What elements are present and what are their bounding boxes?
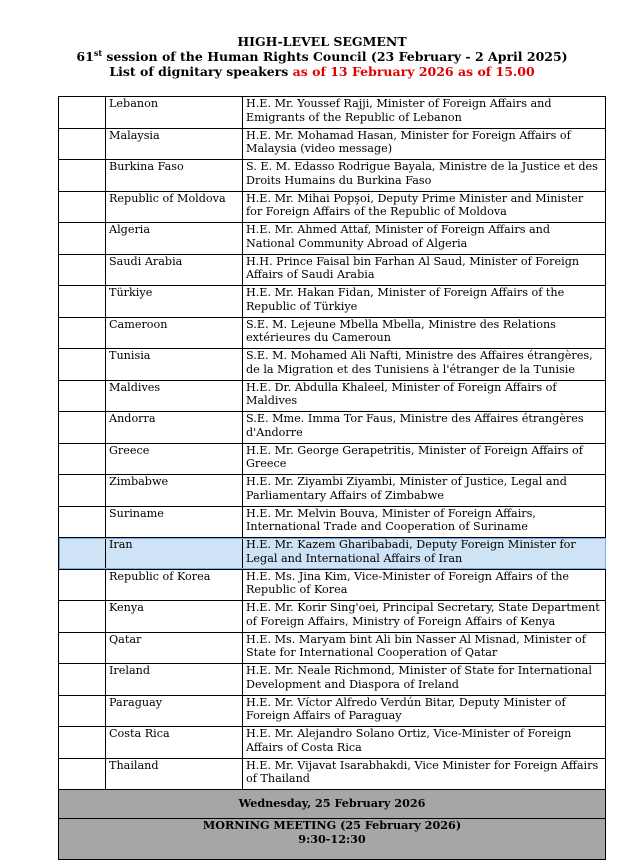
document-header <box>0 34 644 79</box>
country-cell: Lebanon <box>106 97 243 129</box>
session-dates: session of the Human Rights Council (23 February - 2 April 2025) <box>102 49 568 64</box>
country-cell: Türkiye <box>106 286 243 318</box>
order-cell <box>59 254 106 286</box>
speaker-cell: H.E. Mr. Neale Richmond, Minister of State for International Development and Diaspora of Ireland <box>243 664 606 696</box>
table-row <box>59 475 606 507</box>
order-cell <box>59 443 106 475</box>
table-row <box>59 695 606 727</box>
country-cell: Kenya <box>106 601 243 633</box>
order-cell <box>59 412 106 444</box>
table-row <box>59 632 606 664</box>
order-cell <box>59 380 106 412</box>
country-cell: Thailand <box>106 758 243 790</box>
day-header-row <box>59 790 606 819</box>
session-number: 61 <box>76 49 94 64</box>
order-cell <box>59 664 106 696</box>
order-cell <box>59 97 106 129</box>
session-title <box>0 49 644 64</box>
meeting-header <box>59 819 606 860</box>
table-row <box>59 349 606 381</box>
table-row <box>59 128 606 160</box>
speakers-table-body <box>59 97 606 790</box>
speakers-table <box>58 96 606 860</box>
list-date-stamp: as of 13 February 2026 as of 15.00 <box>292 64 535 79</box>
country-cell: Republic of Korea <box>106 569 243 601</box>
table-row <box>59 317 606 349</box>
order-cell <box>59 632 106 664</box>
speaker-cell: H.E. Mr. Víctor Alfredo Verdún Bitar, Deputy Minister of Foreign Affairs of Paraguay <box>243 695 606 727</box>
country-cell: Ireland <box>106 664 243 696</box>
meeting-header-row <box>59 819 606 860</box>
country-cell: Paraguay <box>106 695 243 727</box>
country-cell: Saudi Arabia <box>106 254 243 286</box>
speaker-cell: H.E. Mr. Ahmed Attaf, Minister of Foreign Affairs and National Community Abroad of Algeria <box>243 223 606 255</box>
table-row <box>59 191 606 223</box>
segment-title: HIGH-LEVEL SEGMENT <box>237 34 407 49</box>
table-row <box>59 727 606 759</box>
speaker-cell: H.E. Mr. Alejandro Solano Ortiz, Vice-Minister of Foreign Affairs of Costa Rica <box>243 727 606 759</box>
order-cell <box>59 223 106 255</box>
meeting-title: MORNING MEETING (25 February 2026) <box>202 818 462 832</box>
country-cell: Qatar <box>106 632 243 664</box>
table-row-highlighted <box>59 538 606 570</box>
table-row <box>59 664 606 696</box>
country-cell: Republic of Moldova <box>106 191 243 223</box>
order-cell <box>59 538 106 570</box>
order-cell <box>59 349 106 381</box>
country-cell: Costa Rica <box>106 727 243 759</box>
order-cell <box>59 506 106 538</box>
speaker-cell: H.E. Mr. Melvin Bouva, Minister of Foreign Affairs, International Trade and Cooperation of Suriname <box>243 506 606 538</box>
speaker-cell: H.E. Mr. Mihai Popşoi, Deputy Prime Minister and Minister for Foreign Affairs of the Republic of Moldova <box>243 191 606 223</box>
meeting-time: 9:30-12:30 <box>298 831 366 846</box>
order-cell <box>59 191 106 223</box>
country-cell: Malaysia <box>106 128 243 160</box>
speaker-cell: H.E. Dr. Abdulla Khaleel, Minister of Foreign Affairs of Maldives <box>243 380 606 412</box>
country-cell: Tunisia <box>106 349 243 381</box>
speaker-cell: H.E. Mr. Kazem Gharibabadi, Deputy Foreign Minister for Legal and International Affairs of Iran <box>243 538 606 570</box>
country-cell: Andorra <box>106 412 243 444</box>
country-cell: Cameroon <box>106 317 243 349</box>
order-cell <box>59 695 106 727</box>
order-cell <box>59 569 106 601</box>
session-ordinal: st <box>93 47 103 58</box>
speaker-cell: H.E. Mr. Hakan Fidan, Minister of Foreign Affairs of the Republic of Türkiye <box>243 286 606 318</box>
order-cell <box>59 758 106 790</box>
table-row <box>59 254 606 286</box>
country-cell: Maldives <box>106 380 243 412</box>
speaker-cell: H.E. Ms. Jina Kim, Vice-Minister of Foreign Affairs of the Republic of Korea <box>243 569 606 601</box>
table-row <box>59 286 606 318</box>
country-cell: Suriname <box>106 506 243 538</box>
speaker-cell: H.E. Ms. Maryam bint Ali bin Nasser Al Misnad, Minister of State for International Cooperation of Qatar <box>243 632 606 664</box>
speaker-cell: H.E. Mr. Vijavat Isarabhakdi, Vice Minister for Foreign Affairs of Thailand <box>243 758 606 790</box>
speaker-cell: H.E. Mr. Mohamad Hasan, Minister for Foreign Affairs of Malaysia (video message) <box>243 128 606 160</box>
speaker-cell: H.H. Prince Faisal bin Farhan Al Saud, Minister of Foreign Affairs of Saudi Arabia <box>243 254 606 286</box>
country-cell: Greece <box>106 443 243 475</box>
speaker-cell: S.E. M. Mohamed Ali Nafti, Ministre des Affaires étrangères, de la Migration et des Tunisiens à l'étranger de la Tunisie <box>243 349 606 381</box>
country-cell: Zimbabwe <box>106 475 243 507</box>
speaker-cell: S.E. M. Lejeune Mbella Mbella, Ministre des Relations extérieures du Cameroun <box>243 317 606 349</box>
speaker-cell: H.E. Mr. Ziyambi Ziyambi, Minister of Justice, Legal and Parliamentary Affairs of Zimbabwe <box>243 475 606 507</box>
speaker-cell: S.E. Mme. Imma Tor Faus, Ministre des Affaires étrangères d'Andorre <box>243 412 606 444</box>
table-row <box>59 601 606 633</box>
speaker-cell: H.E. Mr. Korir Sing'oei, Principal Secretary, State Department of Foreign Affairs, Ministry of Foreign Affairs of Kenya <box>243 601 606 633</box>
order-cell <box>59 286 106 318</box>
table-row <box>59 412 606 444</box>
country-cell: Algeria <box>106 223 243 255</box>
speaker-cell: S. E. M. Edasso Rodrigue Bayala, Ministre de la Justice et des Droits Humains du Burkina Faso <box>243 160 606 192</box>
table-row <box>59 97 606 129</box>
country-cell: Iran <box>106 538 243 570</box>
table-row <box>59 443 606 475</box>
order-cell <box>59 128 106 160</box>
order-cell <box>59 317 106 349</box>
table-row <box>59 160 606 192</box>
list-label: List of dignitary speakers <box>109 64 293 79</box>
table-row <box>59 380 606 412</box>
day-header: Wednesday, 25 February 2026 <box>59 790 606 819</box>
table-row <box>59 506 606 538</box>
order-cell <box>59 727 106 759</box>
order-cell <box>59 160 106 192</box>
list-title <box>0 64 644 79</box>
order-cell <box>59 601 106 633</box>
order-cell <box>59 475 106 507</box>
country-cell: Burkina Faso <box>106 160 243 192</box>
table-row <box>59 223 606 255</box>
table-row <box>59 569 606 601</box>
table-row <box>59 758 606 790</box>
speaker-cell: H.E. Mr. George Gerapetritis, Minister of Foreign Affairs of Greece <box>243 443 606 475</box>
speaker-cell: H.E. Mr. Youssef Rajji, Minister of Foreign Affairs and Emigrants of the Republic of Lebanon <box>243 97 606 129</box>
